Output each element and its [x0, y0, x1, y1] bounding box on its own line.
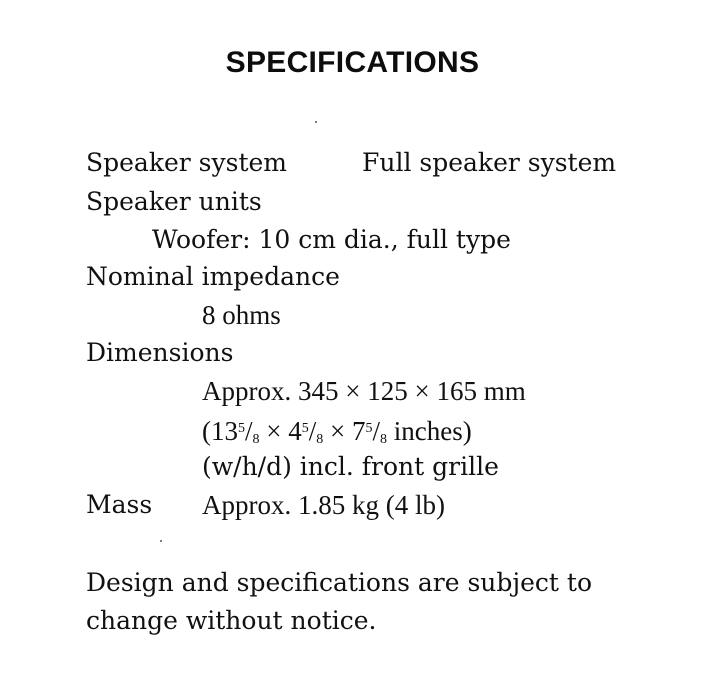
frac-den-1: 8 [252, 432, 260, 447]
scan-speck [315, 121, 317, 123]
frac-num-2: 5 [301, 421, 309, 436]
imperial-open: (13 [202, 416, 238, 446]
speaker-system-label: Speaker system [86, 148, 288, 177]
page-title: SPECIFICATIONS [225, 46, 480, 79]
dimensions-value-imperial: ($13^5/8 \times 4^5/8 \times 7^5/8$ inches) [202, 416, 472, 447]
dimensions-value-metric: Approx. 345 × 125 × 165 mm [202, 376, 526, 406]
impedance-value: 8 ohms [202, 300, 281, 330]
mass-label: Mass [86, 490, 153, 519]
frac-num-3: 5 [365, 421, 373, 436]
imperial-x2: × 7 [323, 416, 366, 446]
speaker-units-label: Speaker units [86, 187, 262, 216]
notice-line-1: Design and specifications are subject to [86, 568, 593, 597]
speaker-system-value: Full speaker system [362, 148, 617, 177]
dimensions-value-note: (w/h/d) incl. front grille [202, 452, 499, 481]
imperial-x1: × 4 [259, 416, 302, 446]
frac-den-3: 8 [380, 432, 388, 447]
imperial-close: inches) [387, 416, 472, 446]
mass-value: Approx. 1.85 kg (4 lb) [202, 490, 445, 520]
dimensions-label: Dimensions [86, 338, 234, 367]
frac-den-2: 8 [316, 432, 324, 447]
speaker-units-value: Woofer: 10 cm dia., full type [152, 225, 511, 254]
notice-line-2: change without notice. [86, 606, 377, 635]
impedance-label: Nominal impedance [86, 262, 340, 291]
scan-speck [160, 540, 162, 542]
frac-num-1: 5 [238, 421, 245, 436]
